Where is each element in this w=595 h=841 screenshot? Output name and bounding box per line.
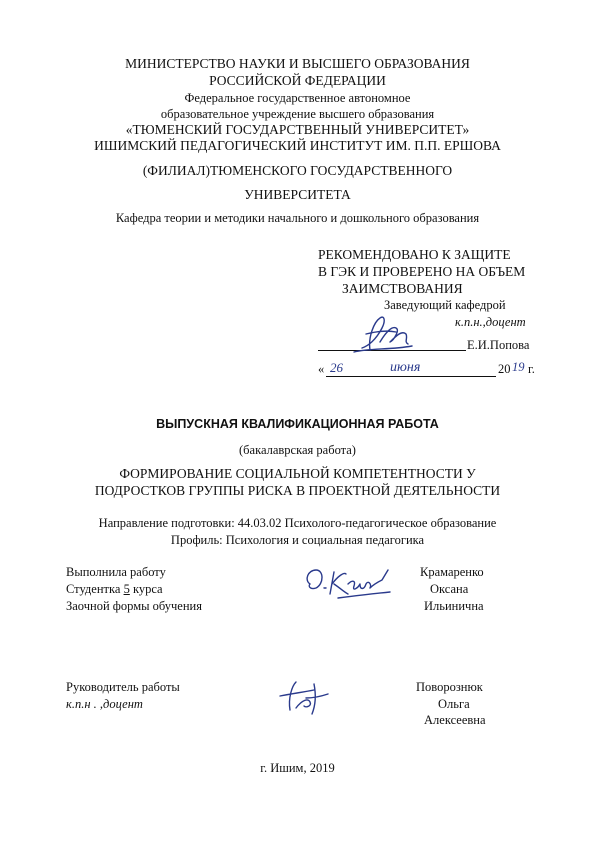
supervisor-signature-image bbox=[270, 676, 340, 720]
branch-line-1: (ФИЛИАЛ)ТЮМЕНСКОГО ГОСУДАРСТВЕННОГО bbox=[142, 163, 453, 178]
student-first-name: Оксана bbox=[430, 582, 469, 596]
work-subtype: (бакалаврская работа) bbox=[239, 443, 356, 457]
approval-name: Е.И.Попова bbox=[467, 338, 530, 352]
ministry-line-1: МИНИСТЕРСТВО НАУКИ И ВЫСШЕГО ОБРАЗОВАНИЯ bbox=[125, 56, 470, 71]
student-course-number: 5 bbox=[123, 582, 130, 596]
approval-line-2: В ГЭК И ПРОВЕРЕНО НА ОБЪЕМ bbox=[318, 264, 526, 279]
approval-date-month: июня bbox=[390, 360, 421, 375]
approval-date-year-prefix: 20 bbox=[498, 362, 511, 376]
approval-date-quote: « bbox=[318, 362, 325, 376]
supervisor-degree: к.п.н . ,доцент bbox=[66, 697, 143, 711]
supervisor-first-name: Ольга bbox=[438, 697, 470, 711]
supervisor-patronymic: Алексеевна bbox=[424, 713, 486, 727]
approval-line-1: РЕКОМЕНДОВАНО К ЗАЩИТЕ bbox=[318, 247, 511, 262]
study-profile: Профиль: Психология и социальная педагогика bbox=[170, 533, 425, 547]
student-label-3: Заочной формы обучения bbox=[66, 599, 202, 613]
student-signature-image bbox=[298, 562, 398, 604]
head-signature-image bbox=[340, 312, 420, 360]
approval-date-line bbox=[326, 376, 496, 377]
student-label-2-suffix: курса bbox=[132, 582, 163, 596]
student-patronymic: Ильинична bbox=[424, 599, 484, 613]
student-surname: Крамаренко bbox=[420, 565, 484, 579]
approval-degree: к.п.н.,доцент bbox=[455, 315, 526, 329]
approval-date-year-suffix: 19 bbox=[512, 360, 525, 374]
approval-position: Заведующий кафедрой bbox=[384, 298, 506, 312]
topic-line-1: ФОРМИРОВАНИЕ СОЦИАЛЬНОЙ КОМПЕТЕНТНОСТИ У bbox=[119, 466, 476, 481]
university-name: «ТЮМЕНСКИЙ ГОСУДАРСТВЕННЫЙ УНИВЕРСИТЕТ» bbox=[125, 122, 470, 137]
direction-of-study: Направление подготовки: 44.03.02 Психолого-педагогическое образование bbox=[98, 516, 497, 530]
department-name: Кафедра теории и методики начального и дошкольного образования bbox=[115, 211, 480, 225]
student-label-2-prefix: Студентка bbox=[66, 582, 121, 596]
institution-type-line-2: образовательное учреждение высшего образования bbox=[160, 107, 435, 121]
branch-line-2: УНИВЕРСИТЕТА bbox=[244, 187, 351, 202]
ministry-line-2: РОССИЙСКОЙ ФЕДЕРАЦИИ bbox=[209, 73, 386, 88]
institution-type-line-1: Федеральное государственное автономное bbox=[184, 91, 411, 105]
student-label-2 bbox=[66, 582, 163, 597]
institute-name: ИШИМСКИЙ ПЕДАГОГИЧЕСКИЙ ИНСТИТУТ ИМ. П.П. ЕРШОВА bbox=[94, 138, 501, 153]
work-type-title: ВЫПУСКНАЯ КВАЛИФИКАЦИОННАЯ РАБОТА bbox=[156, 417, 439, 431]
supervisor-surname: Поворознюк bbox=[416, 680, 483, 694]
approval-date-suffix: г. bbox=[528, 362, 535, 376]
student-label-1: Выполнила работу bbox=[66, 565, 166, 579]
supervisor-label: Руководитель работы bbox=[66, 680, 180, 694]
approval-date-day: 26 bbox=[330, 360, 343, 375]
topic-line-2: ПОДРОСТКОВ ГРУППЫ РИСКА В ПРОЕКТНОЙ ДЕЯТЕЛЬНОСТИ bbox=[94, 483, 501, 498]
approval-line-3: ЗАИМСТВОВАНИЯ bbox=[342, 281, 463, 296]
city-and-year: г. Ишим, 2019 bbox=[260, 761, 335, 775]
